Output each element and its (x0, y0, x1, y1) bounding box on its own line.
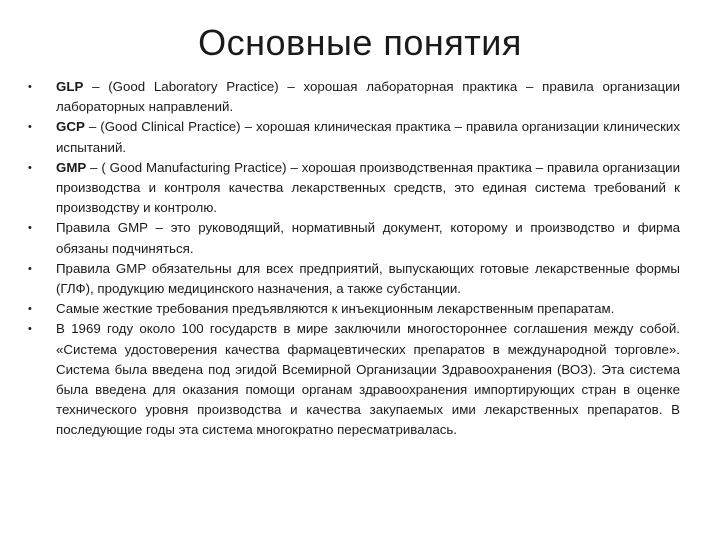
bullet-item (26, 218, 680, 258)
bullet-text: Правила GMP – это руководящий, нормативный документ, которому и производство и фирма обязаны подчиняться. (56, 220, 680, 256)
bullet-term: GMP (56, 159, 87, 175)
bullet-item (26, 117, 680, 157)
slide-title: Основные понятия (198, 22, 522, 63)
bullet-item (26, 158, 680, 219)
bullet-item (26, 77, 680, 117)
bullet-marker: • (28, 323, 32, 336)
bullet-text: Правила GMP обязательны для всех предприятий, выпускающих готовые лекарственные формы (ГЛФ), продукцию медицинского назначения, а также субстанции. (56, 260, 680, 297)
bullet-text: Самые жесткие требования предъявляются к инъекционным лекарственным препаратам. (56, 301, 615, 317)
bullet-text: – (Good Clinical Practice) – хорошая клиническая практика – правила организации клинических испытаний. (56, 119, 680, 155)
bullet-marker: • (28, 161, 32, 174)
bullet-marker: • (28, 81, 32, 93)
bullet-item (26, 319, 680, 440)
bullet-list (26, 77, 680, 441)
bullet-marker: • (28, 121, 32, 134)
bullet-text: В 1969 году около 100 государств в мире заключили многостороннее соглашения между собой. «Система удостоверения качества фармацевтических препаратов в международной торговле». Система была введена под эгидой Всемирной Организации Здравоохранения (ВОЗ). Эта система была введена для оказания помощи органам здравоохранения импортирующих стран в оценке технического уровня производства и качества закупаемых ими лекарственных препаратов. В последующие годы эта система многократно пересматривалась. (56, 321, 680, 438)
bullet-item (26, 299, 680, 319)
bullet-text: – ( Good Manufacturing Practice) – хорошая производственная практика – правила организации производства и контроля качества лекарственных средств, это единая система требований к производству и контролю. (56, 159, 680, 216)
bullet-marker: • (28, 222, 32, 235)
bullet-item (26, 259, 680, 299)
bullet-marker: • (28, 303, 32, 316)
bullet-text: – (Good Laboratory Practice) – хорошая лабораторная практика – правила организации лабораторных направлений. (56, 79, 680, 115)
bullet-term: GLP (56, 79, 84, 94)
bullet-term: GCP (56, 119, 85, 135)
bullet-marker: • (28, 262, 32, 275)
